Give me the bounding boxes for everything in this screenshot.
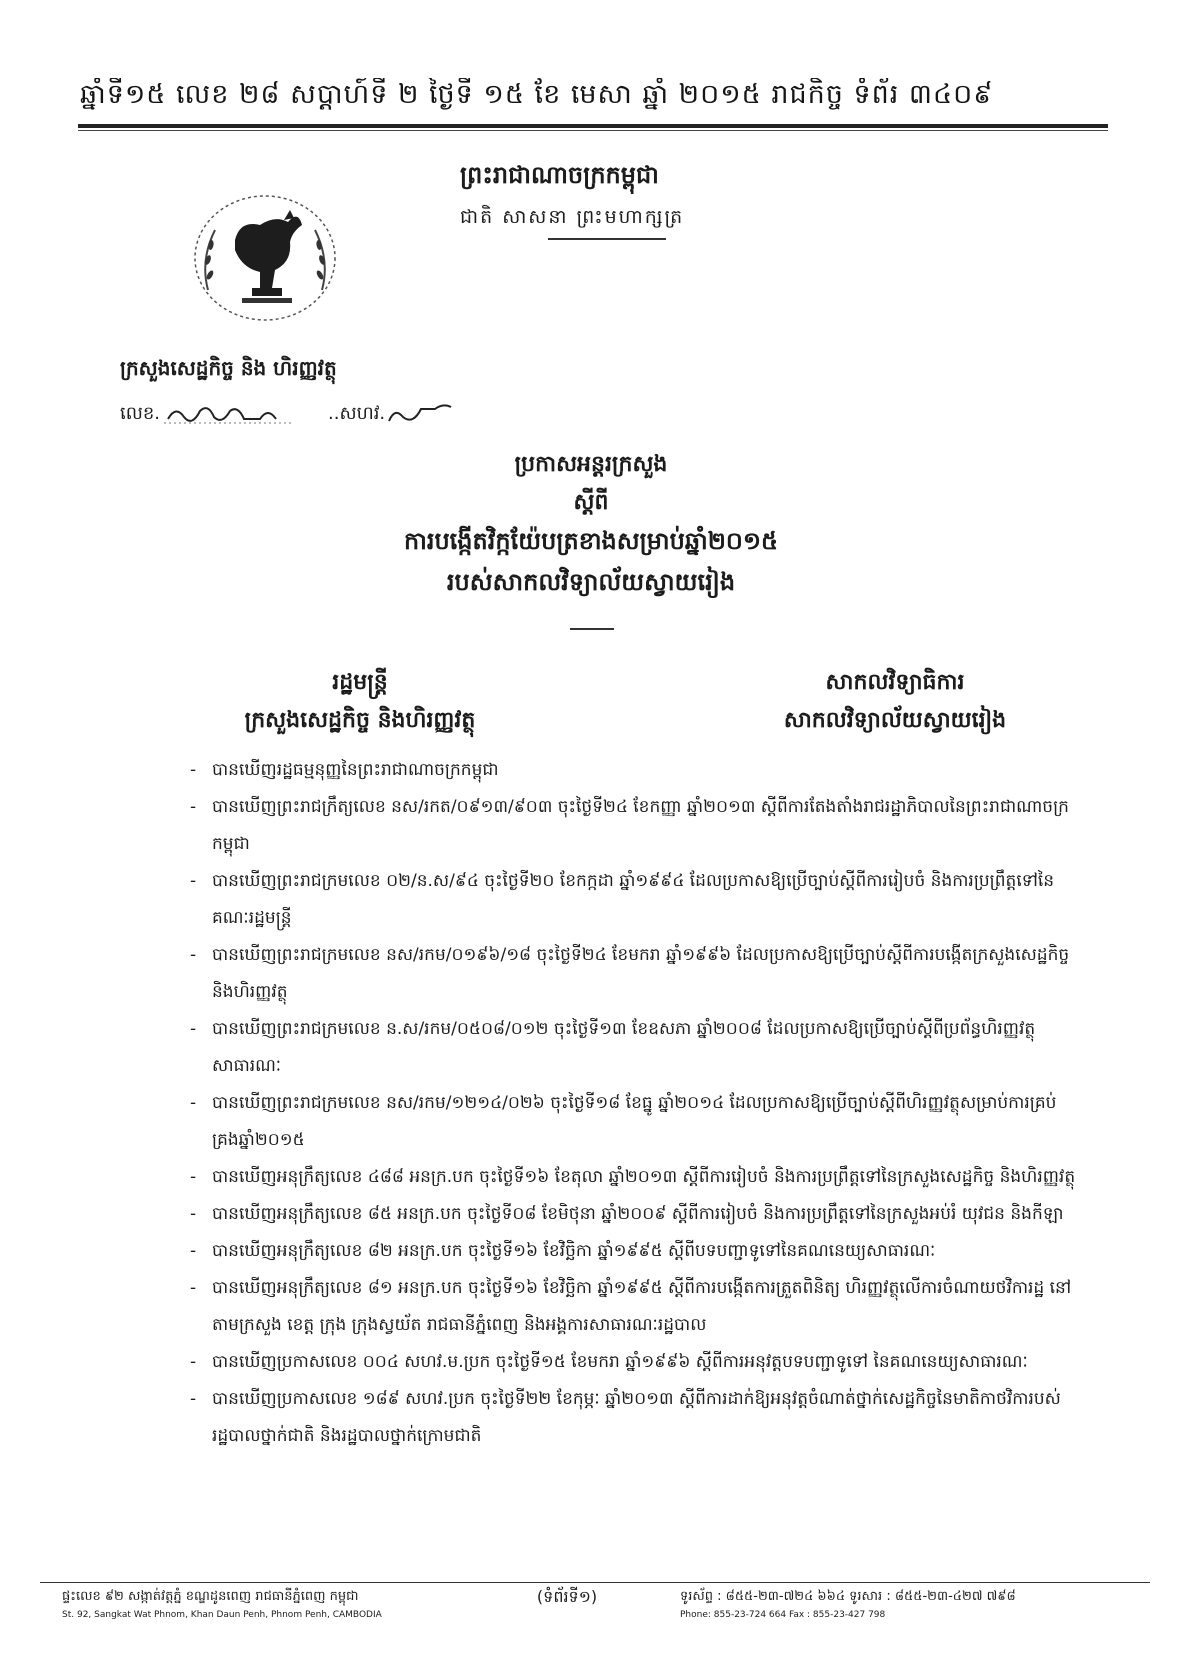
title-line-2: ស្តីពី	[573, 490, 609, 515]
footer-phone-kh: ទូរស័ព្ទ : ៨៥៥-២៣-៧២៤ ៦៦៤ ទូរសារ : ៨៥៥-២៣-៤២៧ ៧៩៨	[680, 1589, 1016, 1604]
footer-phone-en: Phone: 855-23-724 664 Fax : 855-23-427 798	[680, 1610, 886, 1620]
page-number: (ទំព័រទី១)	[536, 1587, 598, 1606]
title-ornament	[570, 628, 614, 630]
reference-suffix: ..សហវ.	[328, 402, 386, 424]
list-item: - បានឃើញរដ្ឋធម្មនុញ្ញនៃព្រះរាជាណាចក្រកម្ពុជា	[180, 752, 1080, 789]
title-line-1: ប្រកាសអន្តរក្រសួង	[514, 452, 668, 477]
signatory-right-org: សាកលវិទ្យាល័យស្វាយរៀង	[783, 708, 1007, 733]
footer-address-kh: ផ្ទះលេខ ៩២ សង្កាត់វត្តភ្នំ ខណ្ឌដូនពេញ រាជធានីភ្នំពេញ កម្ពុជា	[62, 1589, 359, 1604]
kingdom-motto: ជាតិ សាសនា ព្រះមហាក្សត្រ	[460, 206, 685, 228]
reference-line	[120, 399, 460, 429]
list-item: - បានឃើញអនុក្រឹត្យលេខ ៤៨៨ អនក្រ.បក ចុះថ្ងៃទី១៦ ខែតុលា ឆ្នាំ២០១៣ ស្តីពីការរៀបចំ និងការប្រព្រឹត្តទៅនៃក្រសួងសេដ្ឋកិច្ច និងហិរញ្ញវត្ថុ	[180, 1159, 1080, 1196]
signatory-right-title: សាកលវិទ្យាធិការ	[825, 670, 965, 695]
legal-basis-list	[180, 752, 1080, 1455]
ministry-block	[120, 355, 460, 429]
footer-address-en: St. 92, Sangkat Wat Phnom, Khan Daun Penh, Phnom Penh, CAMBODIA	[62, 1610, 382, 1620]
signatory-left-org: ក្រសួងសេដ្ឋកិច្ច និងហិរញ្ញវត្ថុ	[244, 708, 476, 733]
kingdom-heading	[460, 160, 820, 233]
list-item: - បានឃើញព្រះរាជក្រមលេខ នស/រកម/០១៩៦/១៨ ចុះថ្ងៃទី២៤ ខែមករា ឆ្នាំ១៩៩៦ ដែលប្រកាសឱ្យប្រើច្បាប់ស្តីពីការបង្កើតក្រសួងសេដ្ឋកិច្ច និងហិរញ្ញវត្ថុ	[180, 937, 1080, 1011]
title-line-4: របស់សាកលវិទ្យាល័យស្វាយរៀង	[446, 568, 736, 596]
list-item: - បានឃើញព្រះរាជក្រមលេខ នស/រកម/១២១៤/០២៦ ចុះថ្ងៃទី១៨ ខែធ្នូ ឆ្នាំ២០១៤ ដែលប្រកាសឱ្យប្រើច្បាប់ស្តីពីហិរញ្ញវត្ថុសម្រាប់ការគ្រប់គ្រងឆ្នាំ២០១៥	[180, 1085, 1080, 1159]
footer-rule	[40, 1582, 1150, 1583]
title-line-3: ការបង្កើតវិក្កយ៉ែបត្រខាងសម្រាប់ឆ្នាំ២០១៥	[403, 527, 779, 555]
list-item: - បានឃើញអនុក្រឹត្យលេខ ៨២ អនក្រ.បក ចុះថ្ងៃទី១៦ ខែវិច្ឆិកា ឆ្នាំ១៩៩៥ ស្តីពីបទបញ្ជាទូទៅនៃគណនេយ្យសាធារណៈ	[180, 1233, 1080, 1270]
gazette-header: ឆ្នាំទី១៥ លេខ ២៨ សប្តាហ៍ទី ២ ថ្ងៃទី ១៥ ខែ មេសា ឆ្នាំ ២០១៥ រាជកិច្ច ទំព័រ ៣៤០៩	[80, 79, 994, 110]
footer-contact	[680, 1588, 1130, 1620]
list-item: - បានឃើញព្រះរាជក្រមលេខ ន.ស/រកម/០៥០៨/០១២ ចុះថ្ងៃទី១៣ ខែឧសភា ឆ្នាំ២០០៨ ដែលប្រកាសឱ្យប្រើច្បាប់ស្តីពីប្រព័ន្ធហិរញ្ញវត្ថុសាធារណៈ	[180, 1011, 1080, 1085]
list-item: - បានឃើញព្រះរាជក្រមលេខ ០២/ន.ស/៩៤ ចុះថ្ងៃទី២០ ខែកក្កដា ឆ្នាំ១៩៩៤ ដែលប្រកាសឱ្យប្រើច្បាប់ស្តីពីការរៀបចំ និងការប្រព្រឹត្តទៅនៃគណៈរដ្ឋមន្ត្រី	[180, 863, 1080, 937]
reference-prefix: លេខ.	[120, 402, 160, 424]
ministry-name: ក្រសួងសេដ្ឋកិច្ច និង ហិរញ្ញវត្ថុ	[120, 356, 337, 380]
handwritten-reference-number-2	[385, 399, 455, 429]
signatory-right	[705, 668, 1085, 738]
signatory-left-title: រដ្ឋមន្ត្រី	[332, 670, 388, 695]
list-item: - បានឃើញព្រះរាជក្រឹត្យលេខ នស/រកត/០៩១៣/៩០៣ ចុះថ្ងៃទី២៤ ខែកញ្ញា ឆ្នាំ២០១៣ ស្តីពីការតែងតាំងរាជរដ្ឋាភិបាលនៃព្រះរាជាណាចក្រកម្ពុជា	[180, 789, 1080, 863]
header-rule-thin	[78, 130, 1108, 131]
signatory-left	[180, 668, 540, 738]
header-rule	[78, 124, 1108, 128]
handwritten-reference-number	[164, 399, 324, 429]
list-item: - បានឃើញប្រកាសលេខ ០០៤ សហវ.ម.ប្រក ចុះថ្ងៃទី១៥ ខែមករា ឆ្នាំ១៩៩៦ ស្តីពីការអនុវត្តបទបញ្ជាទូទៅ នៃគណនេយ្យសាធារណៈ	[180, 1344, 1080, 1381]
list-item: - បានឃើញអនុក្រឹត្យលេខ ៨១ អនក្រ.បក ចុះថ្ងៃទី១៦ ខែវិច្ឆិកា ឆ្នាំ១៩៩៥ ស្តីពីការបង្កើតការត្រួតពិនិត្យ ហិរញ្ញវត្ថុលើការចំណាយថវិការដ្ឋ នៅតាមក្រសួង ខេត្ត ក្រុង ក្រុងស្វយ័ត រាជធានីភ្នំពេញ និងអង្គការសាធារណៈរដ្ឋបាល	[180, 1270, 1080, 1344]
kingdom-title: ព្រះរាជាណាចក្រកម្ពុជា	[460, 161, 659, 189]
kingdom-rule	[548, 238, 666, 240]
list-item: - បានឃើញប្រកាសលេខ ១៨៩ សហវ.ប្រក ចុះថ្ងៃទី២២ ខែកុម្ភៈ ឆ្នាំ២០១៣ ស្តីពីការដាក់ឱ្យអនុវត្តចំណាត់ថ្នាក់សេដ្ឋកិច្ចនៃមាតិកាថវិការបស់រដ្ឋបាលថ្នាក់ជាតិ និងរដ្ឋបាលថ្នាក់ក្រោមជាតិ	[180, 1381, 1080, 1455]
list-item: - បានឃើញអនុក្រឹត្យលេខ ៨៥ អនក្រ.បក ចុះថ្ងៃទី០៨ ខែមិថុនា ឆ្នាំ២០០៩ ស្តីពីការរៀបចំ និងការប្រព្រឹត្តទៅនៃក្រសួងអប់រំ យុវជន និងកីឡា	[180, 1196, 1080, 1233]
document-title	[300, 450, 882, 608]
ministry-emblem-icon	[180, 180, 350, 330]
footer-address	[62, 1588, 462, 1620]
